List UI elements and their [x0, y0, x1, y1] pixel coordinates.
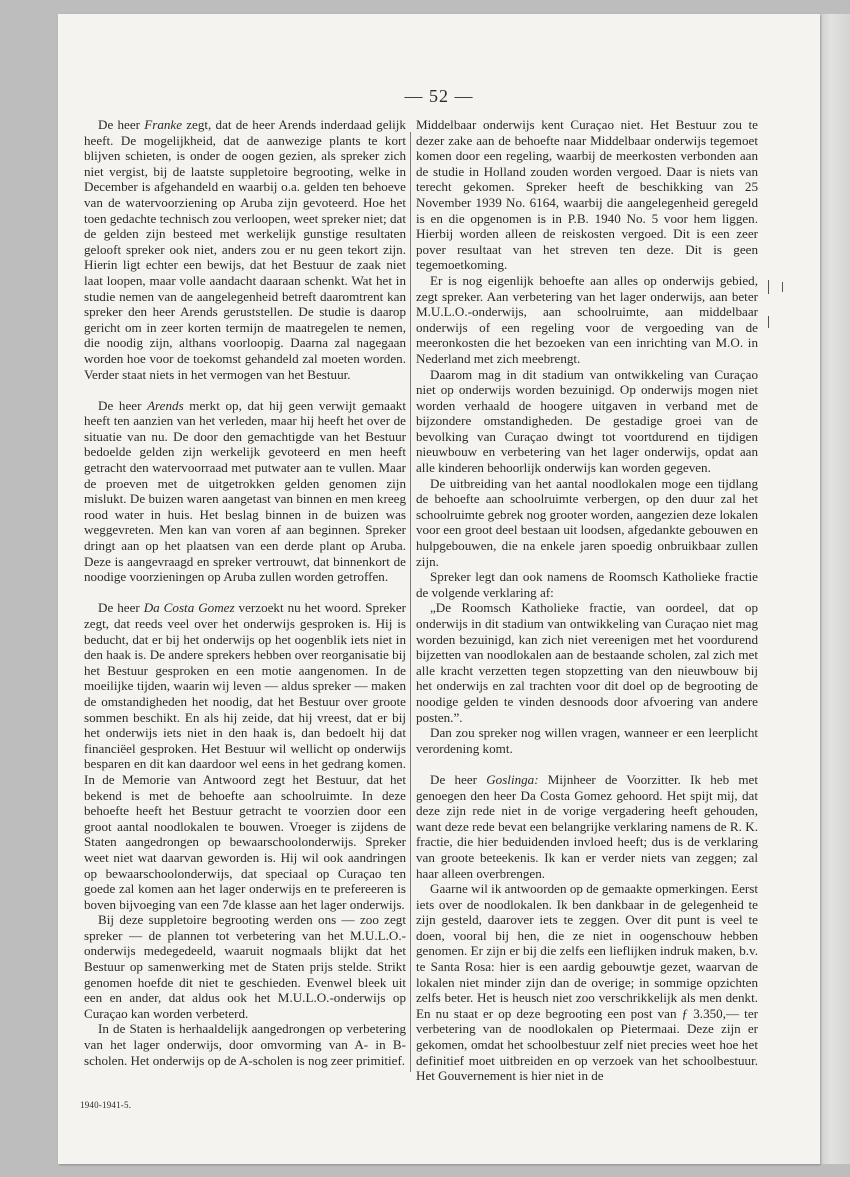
right-column	[416, 117, 758, 1084]
paragraph-text: Gaarne wil ik antwoorden op de gemaakte opmerkingen. Eerst iets over de noodlokalen. Ik ben dankbaar in de gelegenheid te zijn gesteld, daarover iets te zeggen. Over dit punt is veel te doen, vooral bij hen, die ze niet in oogenschouw hebben genomen. Er zijn er bij die zelfs een lieflijken indruk maken, b.v. te Santa Rosa: hier is een aardig gebouwtje gezet, waarvan de lokalen niet minder zijn dan de overige; in sommige opzichten zelfs beter. Het is heusch niet zoo verschrikkelijk als men denkt. En nu staat er op deze begrooting een post van ƒ 3.350,— ter verbetering van de noodlokalen op Pietermaai. Deze zijn er gekomen, omdat het schoolbestuur zelf niet precies weet hoe het definitief moet uitbreiden en op verzoek van het schoolbestuur. Het Gouvernement is hier niet in de	[416, 881, 758, 1084]
paragraph-text: merkt op, dat hij geen verwijt gemaakt heeft ten aanzien van het verleden, maar hij heeft het over de situatie van nu. De door den gemachtigde van het Bestuur bedoelde gelden zijn werkelijk gevoteerd en men heeft getracht den watervoorraad met putwater aan te vullen. Maar de proeven met de uitgetrokken gelden genomen zijn mislukt. De buizen waren aangetast van binnen en men kreeg rood water in huis. Het beslag binnen in de buizen was weggevreten. Men kan van voren af aan beginnen. Spreker dringt aan op het plaatsen van een derde plant op Aruba. Deze is aangevraagd en spreker vertrouwt, dat binnenkort de noodige voorzieningen op Aruba zullen worden getroffen.	[84, 397, 406, 585]
left-column	[84, 117, 406, 1068]
paragraph	[84, 117, 406, 382]
paragraph-text: zegt, dat de heer Arends inderdaad gelijk heeft. De mogelijkheid, dat de aanwezige plants te kort blijven schieten, is onder de oogen gezien, als spreker zich niet vergist, bij de laatste suppletoire begrooting, welke in December is afgehandeld en waarbij o.a. gelden ten behoeve van de watervoorziening op Aruba zijn gevoteerd. Hoe het toen gedachte technisch zou verloopen, weet spreker niet; dat de gelden zijn besteed met werkelijk gunstige resultaten gelooft spreker ook niet, anders zou er nu geen tekort zijn. Hierin ligt echter een bewijs, dat het Bestuur de zaak niet laat loopen, maar volle aandacht daaraan schenkt. Wat het in studie nemen van de aangelegenheid betreft daaromtrent kan spreker den heer Arends geruststellen. De studie is daarop gericht om in zeer korten termijn de maatregelen te nemen, die noodig zijn, althans voorloopig. Daarna zal nagegaan worden hoe voor de toekomst gehandeld zal moeten worden. Verder staat niets in het vermogen van het Bestuur.	[84, 117, 406, 382]
paragraph	[416, 117, 758, 273]
paragraph	[84, 600, 406, 912]
paragraph	[416, 600, 758, 725]
paragraph	[416, 476, 758, 570]
paragraph-text: Mijnheer de Voorzitter. Ik heb met genoegen den heer Da Costa Gomez gehoord. Het spijt mij, dat deze zijn rede niet in de vorige vergadering heeft gehouden, want deze rede bevat een belangrijke verklaring namens de R. K. fractie, die hier beduidenden invloed heeft; dus is de verklaring van groote beteekenis. Ik kan er verder niets van zeggen; zal haar alleen overbrengen.	[416, 771, 758, 881]
paragraph	[416, 273, 758, 367]
next-page-edge	[820, 14, 850, 1164]
document-page	[58, 14, 820, 1164]
paragraph	[84, 1021, 406, 1068]
column-divider	[410, 132, 411, 1072]
paragraph-text: „De Roomsch Katholieke fractie, van oordeel, dat op onderwijs in dit stadium van ontwikkeling van Curaçao niet mag worden bezuinigd, kan zich niet vereenigen met het voordurend bijzetten van noodlokalen aan de bestaande scholen, zal zich met alle kracht verzetten tegen stopzetting van den nieuwbouw bij het onderwijs en zal trachten voor dit doel op de begrooting de noodige gelden te vinden desnoods door afvoering van andere posten.”.	[416, 600, 758, 725]
paragraph-text: Er is nog eigenlijk behoefte aan alles op onderwijs gebied, zegt spreker. Aan verbetering van het lager onderwijs, aan beter M.U.L.O.-onderwijs, aan schoolruimte, aan middelbaar onderwijs of een regeling voor de vergoeding van de meeronkosten die het bezoeken van een inrichting van M.O. in Nederland met zich meebrengt.	[416, 272, 758, 366]
paragraph-text: De heer	[98, 600, 144, 616]
speaker-name: Goslinga:	[486, 771, 539, 787]
paragraph	[84, 912, 406, 1021]
paragraph	[416, 772, 758, 881]
paragraph-text: De heer	[430, 771, 487, 787]
margin-marks	[760, 280, 800, 340]
speaker-name: Franke	[144, 117, 183, 132]
paragraph	[416, 725, 758, 756]
speaker-name: Arends	[147, 397, 184, 413]
paragraph-text: De heer	[98, 117, 145, 132]
paragraph-text: verzoekt nu het woord. Spreker zegt, dat reeds veel over het onderwijs gesproken is. Hij is beducht, dat er bij het onderwijs op het oogenblik iets niet in den haak is. De andere sprekers hebben over reorganisatie bij het Bestuur gesproken en een motie aangenomen. In de moeilijke tijden, waarin wij leven — aldus spreker — maken de omstandigheden het noodig, dat het Bestuur over groote sommen beschikt. En als hij zeide, dat hij vreest, dat er bij het onderwijs iets niet in den haak is, dan bedoelt hij dat financiëel gesproken. Het Bestuur wil wellicht op onderwijs besparen en dit kan daardoor wel eens in het gedrang komen. In de Memorie van Antwoord zegt het Bestuur, dat het bekend is met de behoefte aan schoolruimte. In deze behoefte heeft het Bestuur getracht te voorzien door een groot aantal noodlokalen te bouwen. Vroeger is zijdens de Staten aangedrongen op bewaarschoolonderwijs. Spreker weet niet wat daarvan geworden is. Hij wil ook aandringen op bewaarschoolonderwijs, dat speciaal op Curaçao ten goede zal komen aan het lager onderwijs en te prefereeren is boven bijvoeging van een 7de klasse aan het lager onderwijs.	[84, 600, 406, 912]
paragraph-text: Middelbaar onderwijs kent Curaçao niet. Het Bestuur zou te dezer zake aan de behoefte naar Middelbaar onderwijs tegemoet komen door een regeling, waarbij de meerkosten verbonden aan de studie in Holland zouden worden vergoed. Daar is niets van terecht gekomen. Spreker heeft de beschikking van 25 November 1939 No. 6164, waarbij die aangelegenheid geregeld is en die opgenomen is in P.B. 1940 No. 5 voor hem liggen. Hierbij worden alleen de reiskosten vergoed. Dit is een zeer pover resultaat van het streven ten deze. Dit is geen tegemoetkoming.	[416, 117, 758, 273]
paragraph-text: In de Staten is herhaaldelijk aangedrongen op verbetering van het lager onderwijs, door omvorming van A- in B- scholen. Het onderwijs op de A-scholen is nog zeer primitief.	[84, 1021, 406, 1068]
paragraph-text: De heer	[98, 397, 148, 413]
speaker-name: Da Costa Gomez	[143, 600, 235, 616]
page-number: — 52 —	[404, 86, 474, 106]
footer-code: 1940-1941-5.	[80, 1100, 132, 1110]
paragraph-text: Spreker legt dan ook namens de Roomsch Katholieke fractie de volgende verklaring af:	[416, 569, 758, 600]
paragraph	[416, 569, 758, 600]
paragraph	[416, 881, 758, 1084]
paragraph	[84, 398, 406, 585]
paragraph-text: De uitbreiding van het aantal noodlokalen moge een tijdlang de behoefte aan schoolruimte verbergen, op den duur zal het schoolruimte gebrek nog grooter worden, aangezien deze lokalen voor een groot deel bestaan uit loodsen, afgedankte gebouwen en hulpgebouwen, die na enkele jaren spoedig onbruikbaar zullen zijn.	[416, 475, 758, 569]
paragraph-text: Dan zou spreker nog willen vragen, wanneer er een leerplicht verordening komt.	[416, 725, 758, 756]
paragraph	[416, 367, 758, 476]
paragraph-text: Daarom mag in dit stadium van ontwikkeling van Curaçao niet op onderwijs worden bezuinigd. Op onderwijs mogen niet worden verhaald de hoogere uitgaven in verband met de bijzondere omstandigheden. De gestadige groei van de bevolking van Curaçao dwingt tot voortdurend en tijdigen nieuwbouw en verbetering van het lager onderwijs, opdat aan alle kinderen behoorlijk onderwijs kan worden gegeven.	[416, 366, 758, 476]
paragraph-text: Bij deze suppletoire begrooting werden ons — zoo zegt spreker — de plannen tot verbetering van het M.U.L.O.-onderwijs medegedeeld, waaruit nogmaals blijkt dat het Bestuur op samenwerking met de Staten prijs stelde. Strikt genomen hoefde dit niet te geschieden. Evenwel bleek uit een en ander, dat aldus ook het M.U.L.O.-onderwijs op Curaçao kan worden verbeterd.	[84, 912, 406, 1021]
